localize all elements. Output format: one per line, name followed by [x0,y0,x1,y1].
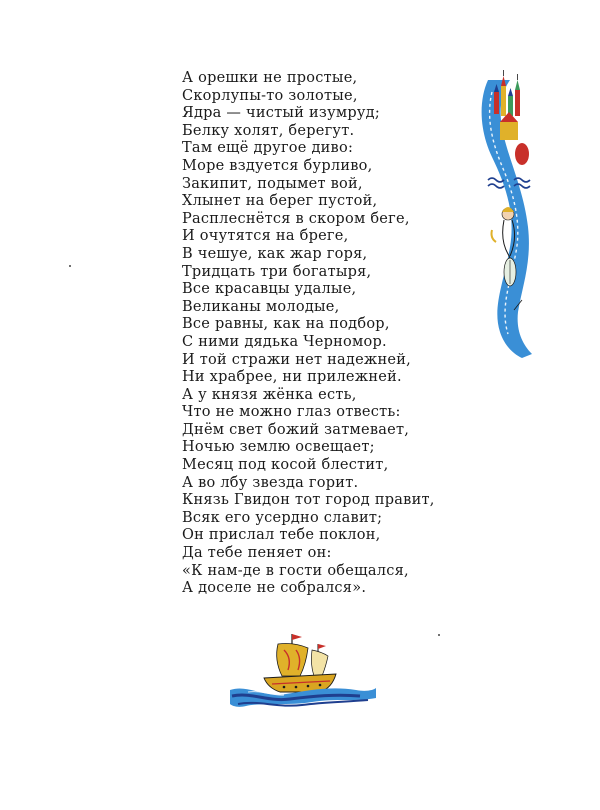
poem-line: Там ещё другое диво: [182,140,354,157]
poem-line: Хлынет на берег пустой, [182,193,378,210]
poem-line: Он прислал тебе поклон, [182,527,381,544]
ship-icon [264,634,336,692]
poem-line: «К нам-де в гости обещался, [182,562,409,579]
poem-line: А доселе не собрался». [182,580,367,597]
poem-line: С ними дядька Черномор. [182,333,387,350]
poem-line: Да тебе пеняет он: [182,545,332,562]
poem-line: Скорлупы-то золотые, [182,87,358,104]
poem-line: Все красавцы удалые, [182,281,357,298]
poem-line: Днём свет божий затмевает, [182,421,410,438]
poem-line: Расплеснётся в скором беге, [182,210,410,227]
poem-text [182,70,435,598]
poem-line: Море вздуется бурливо, [182,157,373,174]
sailing-ship-ornament [228,628,378,710]
poem-line: Все равны, как на подбор, [182,316,390,333]
print-speck [69,265,71,267]
poem-line: Тридцать три богатыря, [182,263,372,280]
poem-line: Месяц под косой блестит, [182,457,389,474]
poem-line: И очутятся на бреге, [182,228,349,245]
poem-line: А во лбу звезда горит. [182,474,359,491]
poem-line: Закипит, подымет вой, [182,175,363,192]
poem-line: Великаны молодые, [182,298,340,315]
poem-line: Ни храбрее, ни прилежней. [182,369,402,386]
poem-line: А орешки не простые, [182,70,358,86]
poem-line: Белку холят, берегут. [182,122,355,139]
poem-line: Князь Гвидон тот город правит, [182,492,435,509]
sea-castle-ornament [470,62,550,362]
poem-line: Что не можно глаз отвесть: [182,404,401,421]
poem-line: Ядра — чистый изумруд; [182,105,381,122]
print-speck [438,634,440,636]
poem-line: И той стражи нет надежней, [182,351,412,368]
poem-line: А у князя жёнка есть, [182,386,357,403]
poem-line: В чешуе, как жар горя, [182,245,368,262]
poem-line: Ночью землю освещает; [182,439,375,456]
poem-line: Всяк его усердно славит; [182,509,383,526]
